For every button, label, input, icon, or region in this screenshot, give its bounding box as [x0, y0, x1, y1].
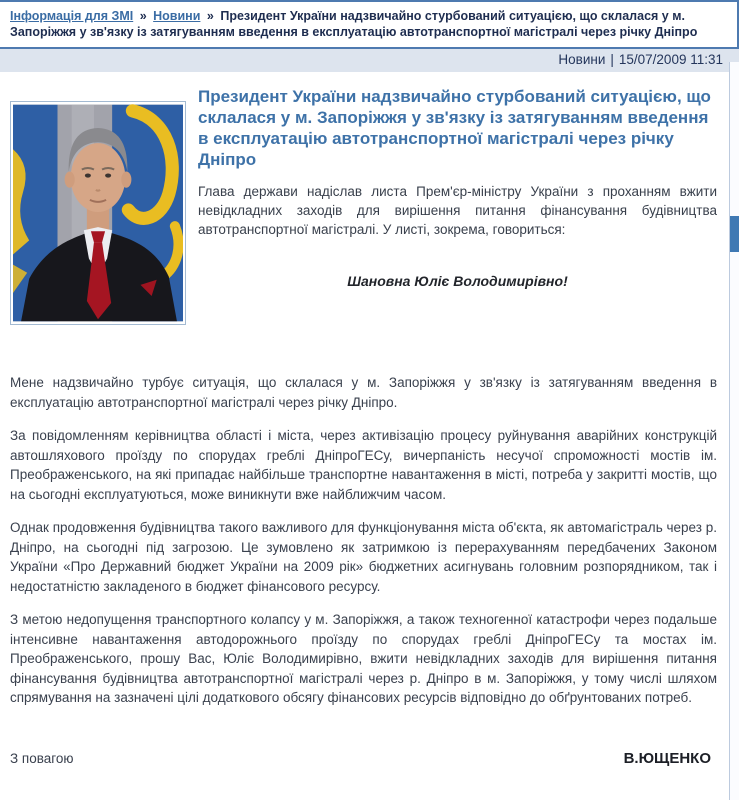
letter-closing-row	[10, 750, 717, 767]
letter-paragraph: За повідомленням керівництва області і міста, через активізацію процесу руйнування аварійних конструкцій автошляхового проїзду по спорудах греблі ДніпроГЕСу, вичерпаність несучої спроможності мостів ім. Преображенського, на які припадає найбільше транспортне навантаження в місті, потреба у закритті мостів, що на сьогодні експлуатуються, може виникнути вже найближчим часом.	[10, 428, 717, 502]
breadcrumb-current-title: Президент України надзвичайно стурбований ситуацією, що склалася у м. Запоріжжя у зв'язку із затягуванням введення в експлуатацію автотранспортної магістралі через річку Дніпро	[10, 9, 698, 39]
publish-datetime: 15/07/2009 11:31	[618, 52, 723, 67]
letter-paragraph: З метою недопущення транспортного колапсу у м. Запоріжжя, а також техногенної катастрофи через подальше інтенсивне навантаження автодорожнього проїзду по спорудах греблі ДніпроГЕСу та мостах ім. Преображенського, прошу Вас, Юліє Володимирівно, вжити невідкладних заходів для вирішення питання фінансування будівництва автотранспортної магістралі через р. Дніпро в м. Запоріжжя, у тому числі шляхом спрямування на зазначені цілі додаткового обсягу фінансових ресурсів відповідно до обґрунтованих потреб.	[10, 612, 717, 705]
breadcrumb-link-media-info[interactable]: Інформація для ЗМІ	[10, 9, 134, 23]
ear-left	[65, 172, 75, 188]
letter-signature: В.ЮЩЕНКО	[623, 749, 711, 767]
president-portrait-photo	[10, 101, 186, 325]
article-content	[0, 86, 739, 767]
portrait-illustration	[13, 104, 183, 322]
letter-closing: З повагою	[10, 750, 74, 766]
letter-salutation: Шановна Юліє Володимирівно!	[347, 273, 568, 289]
vertical-scrollbar-thumb[interactable]	[730, 216, 739, 252]
nose	[96, 190, 100, 191]
breadcrumb	[0, 0, 739, 49]
vertical-scrollbar-track[interactable]	[729, 62, 739, 800]
letter-paragraph: Однак продовження будівництва такого важливого для функціонування міста об'єкта, як автомагістраль через р. Дніпро, на сьогодні під загрозою. Це зумовлено як затримкою із перерахуванням передбачених Законом України «Про Державний бюджет України на 2009 рік» бюджетних асигнувань головним розпорядником, так і недостатністю закладеного в бюджет фінансового ресурсу.	[10, 520, 717, 594]
article-lead: Глава держави надіслав листа Прем'єр-міністру України з проханням вжити невідкладних заходів для вирішення питання фінансування будівництва автотранспортної магістралі. У листі, зокрема, говориться:	[198, 184, 717, 237]
section-label: Новини	[558, 52, 606, 67]
section-date-bar	[0, 49, 739, 72]
article-headline: Президент України надзвичайно стурбований ситуацією, що склалася у м. Запоріжжя у зв'язку із затягуванням введення в експлуатацію автотранспортної магістралі через річку Дніпро	[198, 87, 711, 169]
eye-right	[105, 174, 111, 178]
ear-right	[121, 172, 131, 188]
separator-pipe: |	[610, 52, 614, 67]
breadcrumb-separator: »	[206, 9, 214, 23]
eye-left	[85, 174, 91, 178]
letter-paragraph: Мене надзвичайно турбує ситуація, що склалася у м. Запоріжжя у зв'язку із затягуванням введення в експлуатацію автотранспортної магістралі через річку Дніпро.	[10, 375, 717, 410]
breadcrumb-link-news[interactable]: Новини	[153, 9, 201, 23]
breadcrumb-separator: »	[139, 9, 147, 23]
